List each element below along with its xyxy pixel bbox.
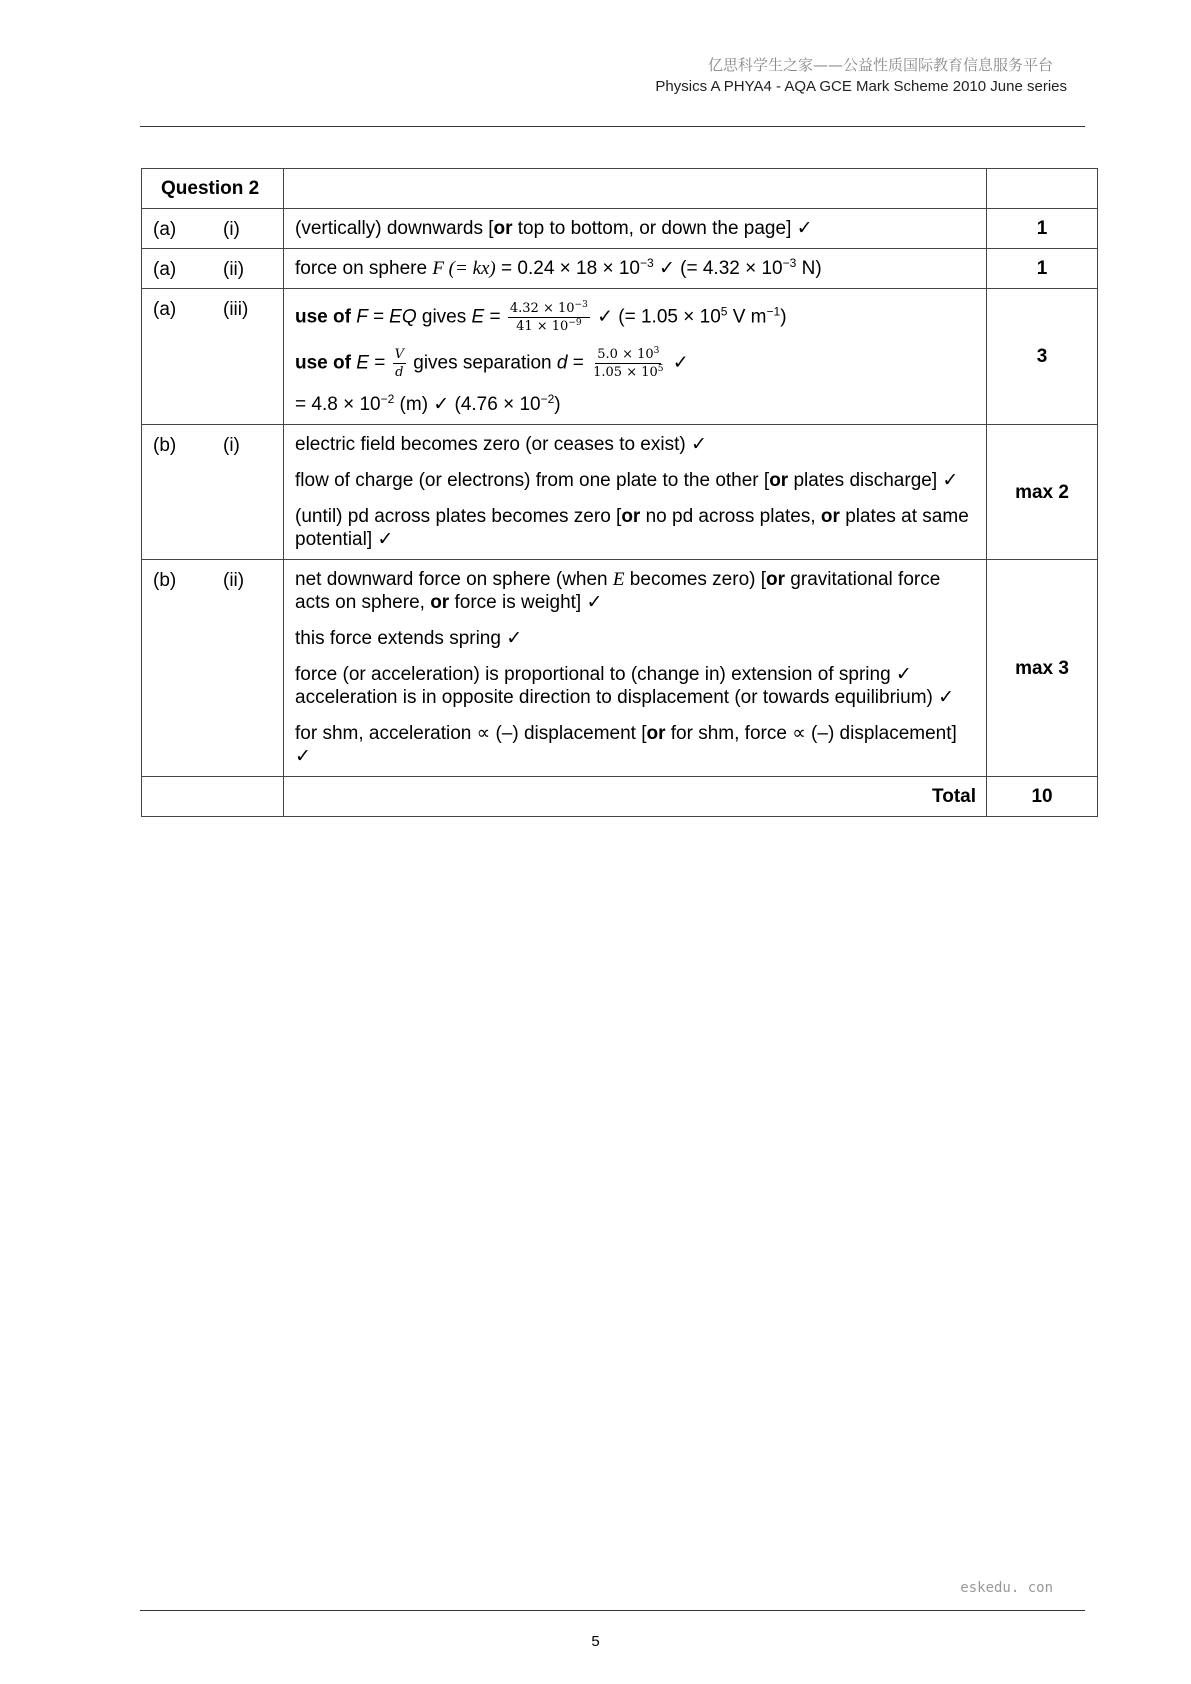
mark-cell: max 3 bbox=[987, 560, 1098, 777]
answer-cell: net downward force on sphere (when E becomes zero) [or gravitational force acts on sphere, or force is weight] ✓ this force extends spring ✓ force (or acceleration) is proportional to (change in) extension of spring ✓ acceleration is in opposite direction to displacement (or towards equilibrium) ✓ for shm, acceleration ∝ (–) displacement [or for shm, force ∝ (–) displacement] ✓ bbox=[284, 560, 987, 777]
answer-cell: (vertically) downwards [or top to bottom, or down the page] ✓ bbox=[284, 209, 987, 249]
mark-cell: 1 bbox=[987, 209, 1098, 249]
part-label: (b) bbox=[153, 570, 177, 591]
page-number: 5 bbox=[591, 1633, 600, 1650]
part-label: (a) bbox=[153, 219, 177, 240]
table-row bbox=[142, 560, 1098, 777]
part-label: (a) bbox=[153, 299, 177, 320]
subpart-label: (ii) bbox=[223, 570, 245, 591]
total-label: Total bbox=[284, 777, 987, 817]
footer-site-text: eskedu. con bbox=[960, 1580, 1053, 1596]
part-label: (a) bbox=[153, 259, 177, 280]
header-chinese-text: 亿思科学生之家——公益性质国际教育信息服务平台 bbox=[707, 56, 1053, 74]
total-row bbox=[142, 777, 1098, 817]
table-row bbox=[142, 209, 1098, 249]
question-heading: Question 2 bbox=[161, 178, 260, 199]
answer-cell: use of F = EQ gives E = $\frac{4.32 \times 10^{-3}}{41 \times 10^{-9}}$ ✓ (= $1.05 \times 10^5$ V $m^{-1}$) use of E = $\frac{V}{d}$ gives separation d = $\frac{5.0 \times 10^3}{1.05 \times 10^5}$ ✓ = $4.8 \times 10^{-2}$ (m) ✓ $(4.76 \times 10^{-2})$ bbox=[284, 289, 987, 425]
mark-cell: 1 bbox=[987, 249, 1098, 289]
header-rule bbox=[140, 126, 1085, 127]
mark-cell: 3 bbox=[987, 289, 1098, 425]
answer-cell: electric field becomes zero (or ceases to exist) ✓ flow of charge (or electrons) from one plate to the other [or plates discharge] ✓ (until) pd across plates becomes zero [or no pd across plates, or plates at same potential] ✓ bbox=[284, 425, 987, 560]
part-label: (b) bbox=[153, 435, 177, 456]
mark-scheme-table bbox=[141, 168, 1098, 817]
subpart-label: (i) bbox=[223, 219, 240, 240]
table-row bbox=[142, 425, 1098, 560]
answer-cell: force on sphere F (= $kx) = 0.24 \times 18 \times 10^{-3}$ ✓ (= $4.32 \times 10^{-3}$ N) bbox=[284, 249, 987, 289]
table-row bbox=[142, 289, 1098, 425]
table-row bbox=[142, 249, 1098, 289]
footer-rule bbox=[140, 1610, 1085, 1611]
fraction: $\frac{5.0 \times 10^3}{1.05 \times 10^5}$ bbox=[593, 346, 664, 380]
subpart-label: (i) bbox=[223, 435, 240, 456]
header-title: Physics A PHYA4 - AQA GCE Mark Scheme 2010 June series bbox=[655, 78, 1067, 95]
table-header-row bbox=[142, 169, 1098, 209]
subpart-label: (iii) bbox=[223, 299, 249, 320]
total-value: 10 bbox=[987, 777, 1098, 817]
fraction: $\frac{4.32 \times 10^{-3}}{41 \times 10^{-9}}$ bbox=[509, 300, 588, 334]
fraction: $\frac{V}{d}$ bbox=[394, 347, 404, 380]
mark-cell: max 2 bbox=[987, 425, 1098, 560]
subpart-label: (ii) bbox=[223, 259, 245, 280]
